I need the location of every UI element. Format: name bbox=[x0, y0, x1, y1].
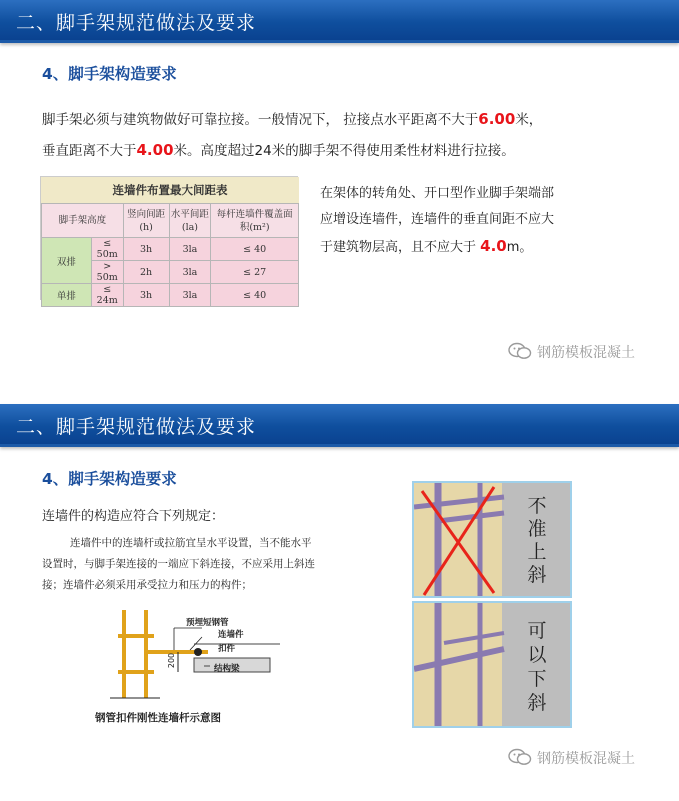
photo-char: 斜 bbox=[527, 692, 547, 714]
label-dimension: 200 bbox=[167, 652, 177, 669]
rule-line: 设置时，与脚手架连接的一端应下斜连接，不应采用上斜连 bbox=[42, 558, 315, 570]
wall-tie-rules bbox=[42, 533, 372, 596]
header-cell: 竖向间距 (h) bbox=[123, 204, 169, 238]
vertical-distance-value: 4.00 bbox=[136, 141, 174, 159]
wechat-icon bbox=[508, 748, 532, 770]
title-banner bbox=[0, 0, 679, 43]
wechat-icon bbox=[508, 342, 532, 364]
note-text: m。 bbox=[506, 240, 533, 255]
photo-char: 不 bbox=[527, 495, 547, 517]
photo-char: 以 bbox=[527, 644, 547, 666]
table-cell: 2h bbox=[123, 261, 169, 284]
photo-no-upward-slope bbox=[412, 481, 572, 598]
note-text: 于建筑物层高，且不应大于 bbox=[320, 240, 481, 255]
photo-text-no-upward bbox=[510, 495, 564, 587]
note-line bbox=[320, 233, 590, 261]
table-cell: ≤ 24m bbox=[91, 284, 123, 307]
watermark-text: 钢筋模板混凝土 bbox=[537, 751, 635, 767]
max-vertical-spacing-value: 4.0 bbox=[480, 237, 507, 255]
watermark bbox=[508, 748, 635, 770]
group-cell-double: 双排 bbox=[42, 238, 92, 284]
rule-line: 连墙件中的连墙杆或拉筋宜呈水平设置，当不能水平 bbox=[70, 537, 312, 549]
group-cell-single: 单排 bbox=[42, 284, 92, 307]
label-structural-beam: 结构梁 bbox=[214, 664, 240, 674]
photo-char: 可 bbox=[527, 620, 547, 642]
section-heading: 4、脚手架构造要求 bbox=[42, 470, 177, 488]
section-heading: 4、脚手架构造要求 bbox=[42, 65, 177, 83]
horizontal-distance-value: 6.00 bbox=[478, 110, 516, 128]
diagram-caption: 钢管扣件刚性连墙杆示意图 bbox=[95, 712, 221, 724]
table-cell: > 50m bbox=[91, 261, 123, 284]
table-header-row bbox=[42, 204, 299, 238]
table-cell: 3h bbox=[123, 284, 169, 307]
photo-text-downward-ok bbox=[510, 619, 564, 715]
watermark bbox=[508, 342, 635, 364]
table-cell: ≤ 40 bbox=[211, 238, 299, 261]
note-line: 应增设连墙件，连墙件的垂直间距不应大 bbox=[320, 212, 555, 227]
corner-tie-note bbox=[320, 181, 590, 261]
photo-char: 上 bbox=[527, 541, 547, 563]
slide-1 bbox=[0, 0, 679, 384]
slide-divider bbox=[0, 384, 679, 404]
banner-title: 二、脚手架规范做法及要求 bbox=[16, 12, 257, 34]
table-cell: 3la bbox=[169, 261, 211, 284]
table-body bbox=[41, 203, 299, 307]
table-row bbox=[42, 238, 299, 261]
wall-tie-intro: 连墙件的构造应符合下列规定： bbox=[42, 509, 225, 524]
slide-2 bbox=[0, 404, 679, 801]
header-cell: 每杆连墙件覆盖面积(m²) bbox=[211, 204, 299, 238]
table-cell: 3la bbox=[169, 284, 211, 307]
rule-line: 接；连墙件必须采用承受拉力和压力的构件； bbox=[42, 579, 252, 591]
photo-downward-slope-ok bbox=[412, 601, 572, 728]
paragraph-line-2 bbox=[42, 135, 662, 166]
label-wall-tie: 连墙件 bbox=[218, 630, 244, 640]
title-banner bbox=[0, 404, 679, 447]
table-row bbox=[42, 284, 299, 307]
paragraph-text: 脚手架必须与建筑物做好可靠拉接。一般情况下， 拉接点水平距离不大于 bbox=[42, 112, 479, 128]
photo-char: 准 bbox=[527, 518, 547, 540]
watermark-text: 钢筋模板混凝土 bbox=[537, 345, 635, 361]
label-fastener: 扣件 bbox=[218, 644, 236, 654]
header-cell: 脚手架高度 bbox=[42, 204, 124, 238]
scaffold-tie-paragraph bbox=[42, 104, 662, 166]
table-caption: 连墙件布置最大间距表 bbox=[41, 177, 299, 203]
paragraph-line-1 bbox=[42, 104, 662, 135]
photo-char: 下 bbox=[527, 668, 547, 690]
note-line: 在架体的转角处、开口型作业脚手架端部 bbox=[320, 186, 555, 201]
paragraph-text: 米， bbox=[515, 112, 543, 128]
table-cell: ≤ 27 bbox=[211, 261, 299, 284]
wall-tie-spacing-table bbox=[40, 176, 298, 306]
label-embedded-pipe: 预埋短钢管 bbox=[186, 618, 229, 628]
table-cell: ≤ 40 bbox=[211, 284, 299, 307]
table-cell: 3h bbox=[123, 238, 169, 261]
header-cell: 水平间距 (la) bbox=[169, 204, 211, 238]
paragraph-text: 米。高度超过24米的脚手架不得使用柔性材料进行拉接。 bbox=[173, 143, 515, 159]
table-cell: 3la bbox=[169, 238, 211, 261]
paragraph-text: 垂直距离不大于 bbox=[42, 143, 137, 159]
table-cell: ≤ 50m bbox=[91, 238, 123, 261]
banner-title: 二、脚手架规范做法及要求 bbox=[16, 416, 257, 438]
photo-char: 斜 bbox=[527, 564, 547, 586]
